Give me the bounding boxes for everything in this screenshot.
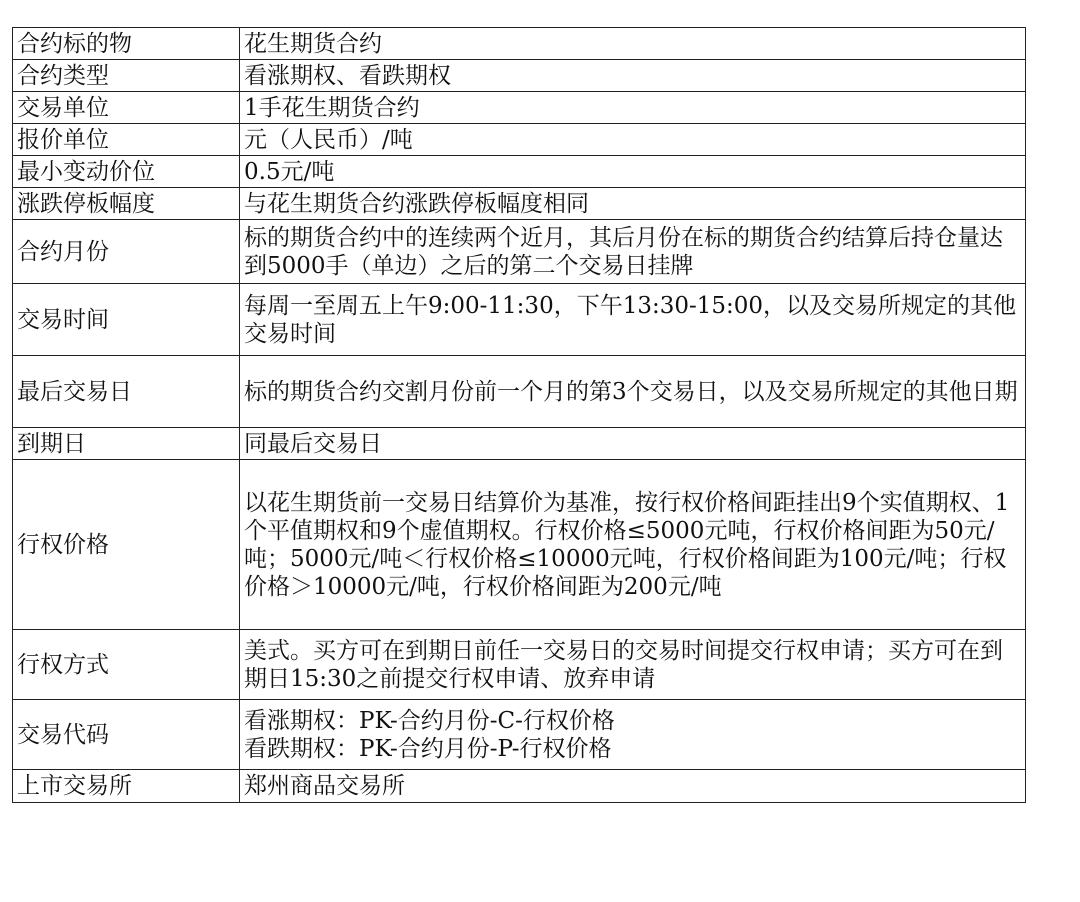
- row-label: 最后交易日: [13, 356, 240, 428]
- table-row: [13, 60, 1026, 92]
- table-row: [13, 356, 1026, 428]
- row-value: 与花生期货合约涨跌停板幅度相同: [240, 188, 1026, 220]
- row-value: 1手花生期货合约: [240, 92, 1026, 124]
- table-row: [13, 220, 1026, 284]
- table-row: [13, 770, 1026, 803]
- table-row: [13, 284, 1026, 356]
- table-row: [13, 428, 1026, 460]
- table-row: [13, 92, 1026, 124]
- row-label: 交易时间: [13, 284, 240, 356]
- table-row: [13, 28, 1026, 60]
- row-label: 最小变动价位: [13, 156, 240, 188]
- row-label: 上市交易所: [13, 770, 240, 803]
- contract-spec-table: [12, 27, 1026, 803]
- row-value: 元（人民币）/吨: [240, 124, 1026, 156]
- row-value: 以花生期货前一交易日结算价为基准，按行权价格间距挂出9个实值期权、1个平值期权和9个虚值期权。行权价格≤5000元吨，行权价格间距为50元/吨；5000元/吨＜行权价格≤10000元吨，行权价格间距为100元/吨；行权价格＞10000元/吨，行权价格间距为200元/吨: [240, 460, 1026, 630]
- row-label: 交易代码: [13, 700, 240, 770]
- table-row: [13, 188, 1026, 220]
- row-value: 花生期货合约: [240, 28, 1026, 60]
- row-label: 行权价格: [13, 460, 240, 630]
- row-label: 合约类型: [13, 60, 240, 92]
- row-label: 合约标的物: [13, 28, 240, 60]
- row-value: 0.5元/吨: [240, 156, 1026, 188]
- row-value: 看涨期权、看跌期权: [240, 60, 1026, 92]
- table-row: [13, 156, 1026, 188]
- row-label: 合约月份: [13, 220, 240, 284]
- table-row: [13, 460, 1026, 630]
- row-value: 每周一至周五上午9:00-11:30，下午13:30-15:00，以及交易所规定的其他交易时间: [240, 284, 1026, 356]
- trading-code-lines: 看涨期权：PK-合约月份-C-行权价格 看跌期权：PK-合约月份-P-行权价格: [244, 707, 615, 762]
- row-value: [240, 700, 1026, 770]
- row-label: 交易单位: [13, 92, 240, 124]
- row-value: 郑州商品交易所: [240, 770, 1026, 803]
- row-label: 涨跌停板幅度: [13, 188, 240, 220]
- row-value: 标的期货合约中的连续两个近月，其后月份在标的期货合约结算后持仓量达到5000手（单边）之后的第二个交易日挂牌: [240, 220, 1026, 284]
- table-row: [13, 700, 1026, 770]
- row-label: 报价单位: [13, 124, 240, 156]
- row-value: 标的期货合约交割月份前一个月的第3个交易日，以及交易所规定的其他日期: [240, 356, 1026, 428]
- row-label: 到期日: [13, 428, 240, 460]
- table-row: [13, 630, 1026, 700]
- row-label: 行权方式: [13, 630, 240, 700]
- row-value: 同最后交易日: [240, 428, 1026, 460]
- row-value: 美式。买方可在到期日前任一交易日的交易时间提交行权申请；买方可在到期日15:30之前提交行权申请、放弃申请: [240, 630, 1026, 700]
- table-row: [13, 124, 1026, 156]
